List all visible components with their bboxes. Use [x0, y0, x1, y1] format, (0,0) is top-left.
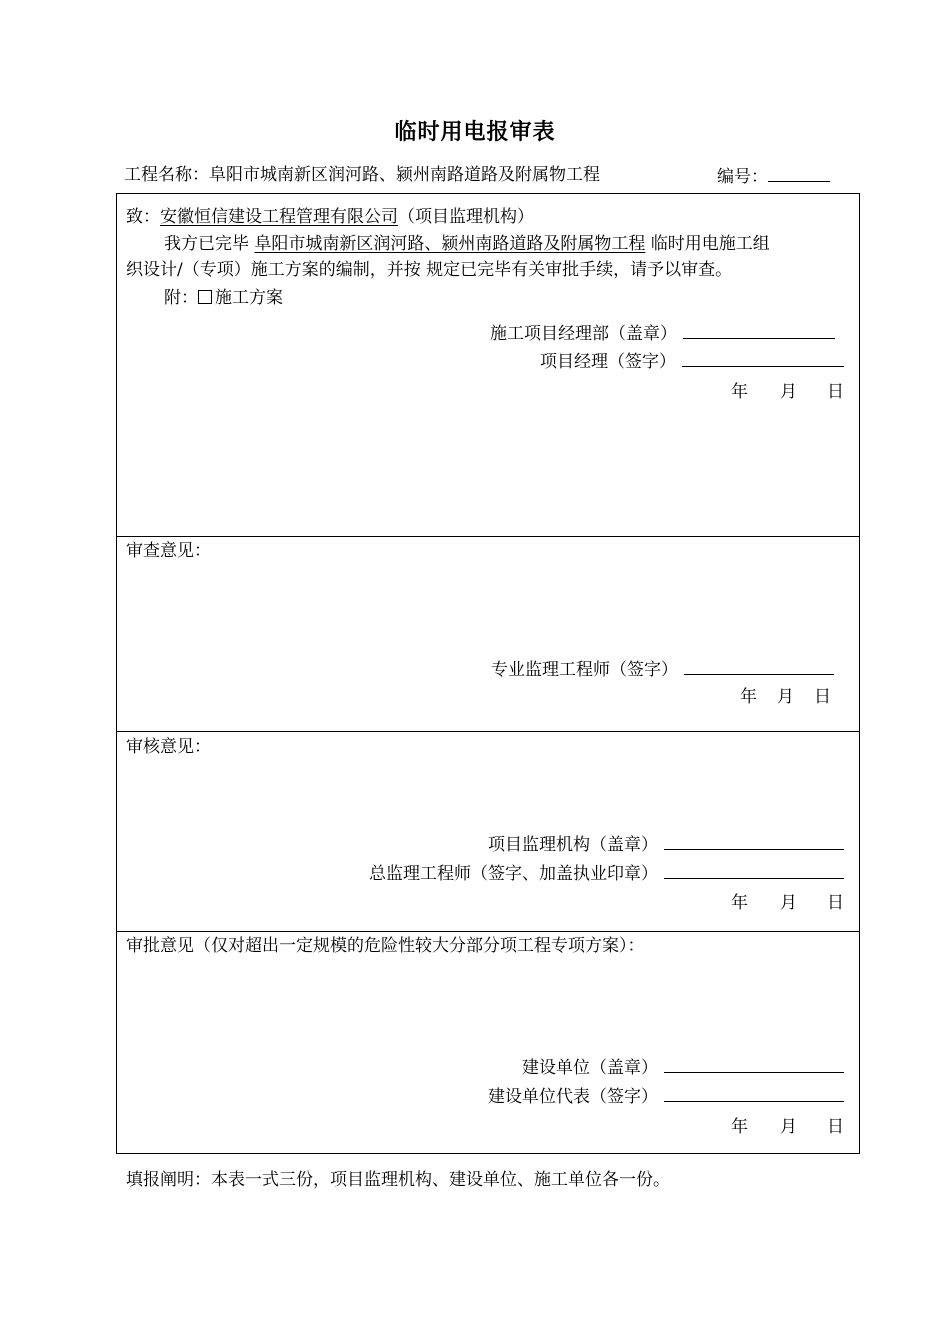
signature-row-supervision	[488, 832, 844, 856]
body-line1-suffix: 临时用电施工组	[650, 234, 770, 254]
date-year: 年	[731, 893, 748, 913]
signature-label: 建设单位代表（签字）	[488, 1087, 658, 1107]
signature-label: 建设单位（盖章）	[522, 1058, 658, 1078]
to-label: 致：	[126, 207, 160, 227]
date-row	[731, 381, 844, 403]
number-row	[717, 164, 830, 188]
date-year: 年	[740, 687, 757, 707]
number-field[interactable]	[768, 164, 830, 182]
signature-row-pm	[540, 349, 844, 373]
signature-field[interactable]	[682, 349, 844, 367]
date-day: 日	[827, 1117, 844, 1137]
body-line-1	[164, 233, 770, 255]
date-year: 年	[731, 382, 748, 402]
signature-field[interactable]	[664, 1055, 844, 1073]
signature-field[interactable]	[664, 861, 844, 879]
recipient-suffix: （项目监理机构）	[398, 207, 534, 227]
project-name-row	[124, 164, 600, 186]
signature-field[interactable]	[684, 657, 834, 675]
project-name: 阜阳市城南新区润河路、颍州南路道路及附属物工程	[209, 165, 600, 185]
approval-opinion-heading: 审批意见（仅对超出一定规模的危险性较大分部分项工程专项方案）：	[126, 936, 645, 956]
date-row	[740, 686, 831, 708]
page-title: 临时用电报审表	[394, 119, 556, 145]
date-row	[731, 892, 844, 914]
date-month: 月	[780, 1117, 797, 1137]
section-divider-3	[116, 931, 860, 932]
review-opinion-heading: 审查意见：	[126, 541, 211, 561]
attachment-item: 施工方案	[215, 288, 283, 308]
signature-row-pm-dept	[490, 321, 835, 345]
signature-row-engineer	[491, 657, 834, 681]
audit-opinion-heading: 审核意见：	[126, 737, 211, 757]
section-divider-1	[116, 536, 860, 537]
attachment-label: 附：	[164, 288, 198, 308]
signature-row-owner	[522, 1055, 844, 1079]
body-line-2: 织设计/（专项）施工方案的编制，并按 规定已完毕有关审批手续，请予以审查。	[126, 260, 733, 280]
project-label: 工程名称：	[124, 165, 209, 185]
date-month: 月	[780, 893, 797, 913]
date-day: 日	[827, 893, 844, 913]
date-day: 日	[814, 687, 831, 707]
date-day: 日	[827, 382, 844, 402]
body-project: 阜阳市城南新区润河路、颍州南路道路及附属物工程	[254, 234, 646, 254]
signature-label: 项目监理机构（盖章）	[488, 835, 658, 855]
date-month: 月	[777, 687, 794, 707]
date-month: 月	[780, 382, 797, 402]
recipient-name: 安徽恒信建设工程管理有限公司	[160, 207, 398, 227]
signature-field[interactable]	[664, 1084, 844, 1102]
body-prefix: 我方已完毕	[164, 234, 249, 254]
signature-label: 施工项目经理部（盖章）	[490, 324, 677, 344]
signature-field[interactable]	[683, 321, 835, 339]
signature-label: 总监理工程师（签字、加盖执业印章）	[369, 864, 658, 884]
date-year: 年	[731, 1117, 748, 1137]
signature-row-owner-rep	[488, 1084, 844, 1108]
signature-label: 专业监理工程师（签字）	[491, 660, 678, 680]
checkbox-icon[interactable]	[198, 290, 212, 304]
signature-field[interactable]	[664, 832, 844, 850]
recipient-row	[126, 206, 534, 228]
number-label: 编号：	[717, 167, 768, 187]
signature-row-chief	[369, 861, 844, 885]
date-row	[731, 1116, 844, 1138]
footer-note: 填报阐明：本表一式三份，项目监理机构、建设单位、施工单位各一份。	[126, 1170, 670, 1190]
attachment-row	[164, 287, 283, 309]
section-divider-2	[116, 731, 860, 732]
signature-label: 项目经理（签字）	[540, 352, 676, 372]
